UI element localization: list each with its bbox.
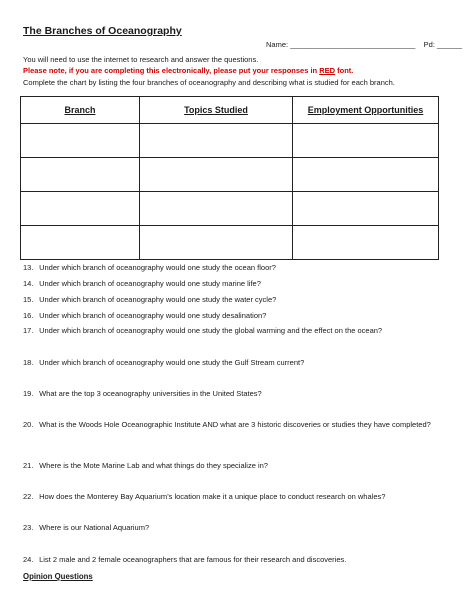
question-text: What is the Woods Hole Oceanographic Institute AND what are 3 historic discoveries or studies they have completed? xyxy=(39,420,431,429)
question-text: List 2 male and 2 female oceanographers that are famous for their research and discoveries. xyxy=(39,555,347,564)
question-number: 13. xyxy=(23,263,34,272)
red-font-note xyxy=(23,66,353,75)
question-number: 20. xyxy=(23,420,34,429)
question-24 xyxy=(23,555,346,564)
question-text: What are the top 3 oceanography universities in the United States? xyxy=(39,389,262,398)
name-label: Name: xyxy=(266,40,289,49)
employment-cell[interactable] xyxy=(293,192,439,226)
header-branch: Branch xyxy=(21,97,140,124)
red-note-after: font. xyxy=(335,66,354,75)
question-number: 16. xyxy=(23,311,34,320)
question-14 xyxy=(23,279,261,288)
instruction-chart: Complete the chart by listing the four branches of oceanography and describing what is studied for each branch. xyxy=(23,78,395,87)
table-row xyxy=(21,158,439,192)
header-employment: Employment Opportunities xyxy=(293,97,439,124)
name-pd-line xyxy=(266,40,462,49)
question-number: 14. xyxy=(23,279,34,288)
table-row xyxy=(21,226,439,260)
question-number: 18. xyxy=(23,358,34,367)
employment-cell[interactable] xyxy=(293,158,439,192)
question-16 xyxy=(23,311,266,320)
question-19 xyxy=(23,389,262,398)
question-number: 23. xyxy=(23,523,34,532)
topics-cell[interactable] xyxy=(140,192,293,226)
question-number: 15. xyxy=(23,295,34,304)
question-text: Under which branch of oceanography would one study the Gulf Stream current? xyxy=(39,358,305,367)
question-text: Where is the Mote Marine Lab and what things do they specialize in? xyxy=(39,461,268,470)
question-15 xyxy=(23,295,276,304)
red-note-before: Please note, if you are completing this electronically, please put your responses in xyxy=(23,66,320,75)
branch-cell[interactable] xyxy=(21,158,140,192)
page-title: The Branches of Oceanography xyxy=(23,25,182,37)
question-text: Under which branch of oceanography would one study the water cycle? xyxy=(39,295,277,304)
table-row xyxy=(21,124,439,158)
pd-blank[interactable]: ______ xyxy=(437,40,463,49)
question-13 xyxy=(23,263,276,272)
table-row xyxy=(21,192,439,226)
question-text: Under which branch of oceanography would one study the ocean floor? xyxy=(39,263,276,272)
branch-cell[interactable] xyxy=(21,226,140,260)
branch-cell[interactable] xyxy=(21,124,140,158)
employment-cell[interactable] xyxy=(293,226,439,260)
instruction-internet: You will need to use the internet to research and answer the questions. xyxy=(23,55,259,64)
question-number: 17. xyxy=(23,326,34,335)
question-text: How does the Monterey Bay Aquarium’s location make it a unique place to conduct research on whales? xyxy=(39,492,386,501)
question-21 xyxy=(23,461,268,470)
question-text: Under which branch of oceanography would one study marine life? xyxy=(39,279,261,288)
branches-chart xyxy=(20,96,439,260)
topics-cell[interactable] xyxy=(140,226,293,260)
name-blank[interactable]: ______________________________ xyxy=(290,40,416,49)
question-18 xyxy=(23,358,304,367)
question-number: 21. xyxy=(23,461,34,470)
header-topics: Topics Studied xyxy=(140,97,293,124)
question-text: Where is our National Aquarium? xyxy=(39,523,150,532)
question-number: 24. xyxy=(23,555,34,564)
question-22 xyxy=(23,492,385,501)
topics-cell[interactable] xyxy=(140,124,293,158)
opinion-questions-heading: Opinion Questions xyxy=(23,572,93,581)
topics-cell[interactable] xyxy=(140,158,293,192)
branch-cell[interactable] xyxy=(21,192,140,226)
chart-header-row xyxy=(21,97,439,124)
question-number: 22. xyxy=(23,492,34,501)
question-text: Under which branch of oceanography would one study desalination? xyxy=(39,311,267,320)
question-text: Under which branch of oceanography would one study the global warming and the effect on the ocean? xyxy=(39,326,383,335)
employment-cell[interactable] xyxy=(293,124,439,158)
question-20 xyxy=(23,420,431,429)
question-number: 19. xyxy=(23,389,34,398)
pd-label: Pd: xyxy=(423,40,435,49)
red-note-word: RED xyxy=(319,66,336,75)
question-23 xyxy=(23,523,149,532)
question-17 xyxy=(23,326,382,335)
